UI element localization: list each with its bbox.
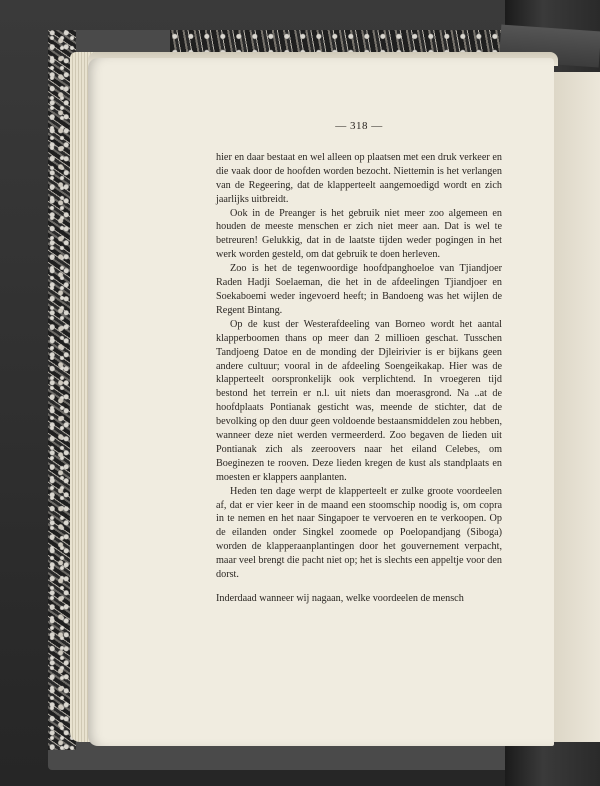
marbled-endpaper-top: [170, 30, 510, 52]
paragraph-6: Inderdaad wanneer wij nagaan, welke voordeelen de mensch: [216, 593, 464, 604]
page-number: — 318 —: [335, 120, 383, 132]
page-text: [216, 120, 502, 606]
facing-page: [552, 72, 600, 742]
paragraph-5: Heden ten dage werpt de klapperteelt er zulke groote voordeelen af, dat er vier keer in de maand een stoomschip noodig is, om copra in te nemen en het naar Singapoer te vervoeren en te verkoopen. Op de eilanden onder Singkel zoomede op Poelopandjang (Siboga) worden de klapperaanplantingen door het gouvernement verpacht, maar veel brengt die pacht niet op; het is slechts een appeltje voor den dorst.: [216, 485, 502, 581]
paragraph-1: hier en daar bestaat en wel alleen op plaatsen met een druk verkeer en die vaak door de hoofden worden bezocht. Niettemin is het verlangen van de Regeering, dat de klapperteelt aangemoedigd wordt en zich jaarlijks uitbreidt.: [216, 151, 502, 205]
paragraph-2: Ook in de Preanger is het gebruik niet meer zoo algemeen en houden de meeste menschen er zich niet meer aan. Dat is wel te betreuren! Gelukkig, dat in de laatste tijden weder pogingen in het werk worden gesteld, om dat gebruik te doen herleven.: [216, 207, 502, 261]
paragraph-3: Zoo is het de tegenwoordige hoofdpanghoeloe van Tjiandjoer Raden Hadji Soelaeman, die het in de afdeelingen Tjiandjoer en Soekaboemi weder ingevoerd heeft; in Bandoeng was het wijlen de Regent Bintang.: [216, 263, 502, 316]
paragraph-4: Op de kust der Westerafdeeling van Borneo wordt het aantal klapperboomen thans op meer dan 2 millioen geschat. Tusschen Tandjoeng Datoe en de monding der Djleirivier is er bijkans geen andere cultuur; vooral in de afdeeling Soengeikakap. Hier was de klapperteelt oorspronkelijk ook verplichtend. In vroegeren tijd bestond het terrein er n.l. uit niets dan moerasgrond. Na ..at de hoofdplaats Pontianak gesticht was, meende de stichter, dat de bevolking op den duur geen voldoende bestaansmiddelen zou hebben, wanneer deze niet werden vermeerderd. Zoo begaven de lieden uit Pontianak zich als zeeroovers naar het eiland Celebes, om Boeginezen te rooven. Deze lieden kregen de kust als standplaats en moesten er klappers aanplanten.: [216, 318, 502, 483]
